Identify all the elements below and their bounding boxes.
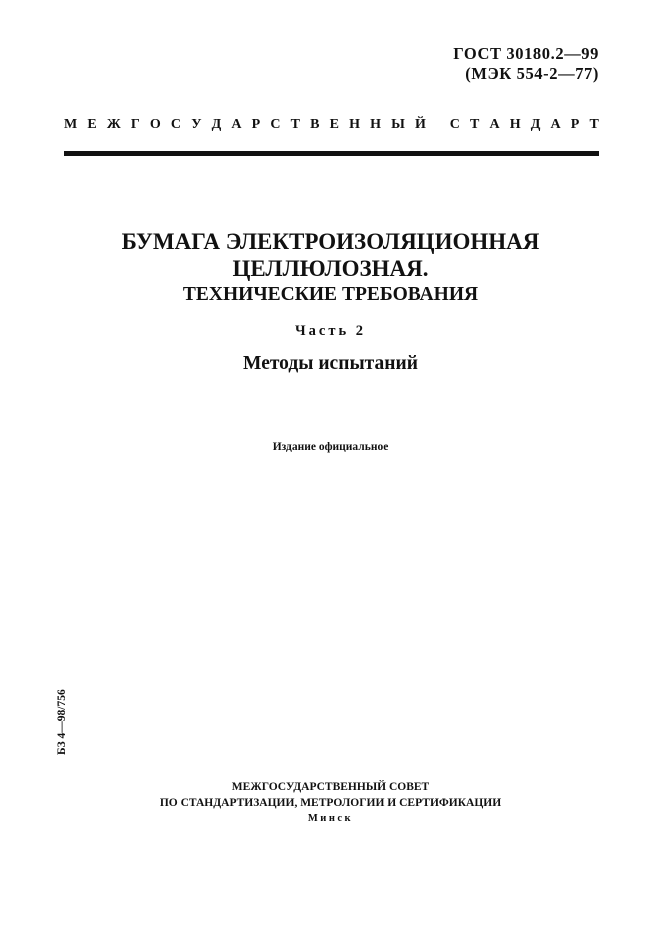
iec-number: (МЭК 554-2—77) xyxy=(465,64,599,83)
publisher-city: Минск xyxy=(307,813,354,824)
standard-designation xyxy=(453,44,599,84)
word-gap xyxy=(436,116,440,134)
title-block xyxy=(62,228,599,376)
heading-letter: Ж xyxy=(106,117,121,132)
standard-kind-heading xyxy=(64,116,599,134)
heading-letter: А xyxy=(231,117,242,132)
publisher-block xyxy=(62,779,599,827)
publisher-line-1: МЕЖГОСУДАРСТВЕННЫЙ СОВЕТ xyxy=(231,781,430,793)
side-order-code: БЗ 4—98/756 xyxy=(56,689,68,755)
title-line-3: ТЕХНИЧЕСКИЕ ТРЕБОВАНИЯ xyxy=(182,284,479,305)
heading-letter: О xyxy=(149,117,161,132)
heading-letter: Т xyxy=(589,117,599,132)
heading-letter: А xyxy=(489,117,500,132)
heading-letter: У xyxy=(191,117,202,132)
heading-letter: Г xyxy=(130,117,140,132)
gost-number: ГОСТ 30180.2—99 xyxy=(453,44,599,63)
methods-title: Методы испытаний xyxy=(243,353,418,374)
heading-letter: Р xyxy=(570,117,580,132)
heading-letter: Й xyxy=(415,117,426,132)
heading-letter: Н xyxy=(509,117,521,132)
heading-letter: Д xyxy=(211,117,222,132)
heading-letter: Д xyxy=(530,117,541,132)
heading-letter: Е xyxy=(87,117,97,132)
heading-letter: В xyxy=(310,117,320,132)
heading-letter: С xyxy=(270,117,281,132)
heading-letter: М xyxy=(64,117,78,132)
title-line-2: ЦЕЛЛЮЛОЗНАЯ. xyxy=(232,256,429,281)
heading-letter: Р xyxy=(251,117,261,132)
heading-letter: Т xyxy=(469,117,480,132)
heading-letter: С xyxy=(449,117,460,132)
publisher-line-2: ПО СТАНДАРТИЗАЦИИ, МЕТРОЛОГИИ И СЕРТИФИКАЦИИ xyxy=(159,797,502,809)
heading-letter: Т xyxy=(290,117,300,132)
heading-letter: А xyxy=(550,117,561,132)
edition-label: Издание официальное xyxy=(272,441,389,453)
part-label: Часть 2 xyxy=(295,323,366,339)
heading-letter: Н xyxy=(370,117,381,132)
heading-letter: Ы xyxy=(391,117,405,132)
heading-rule xyxy=(64,151,599,156)
title-line-1: БУМАГА ЭЛЕКТРОИЗОЛЯЦИОННАЯ xyxy=(121,229,540,254)
heading-letter: Н xyxy=(349,117,360,132)
heading-letter: С xyxy=(170,117,182,132)
heading-letter: Е xyxy=(329,117,339,132)
